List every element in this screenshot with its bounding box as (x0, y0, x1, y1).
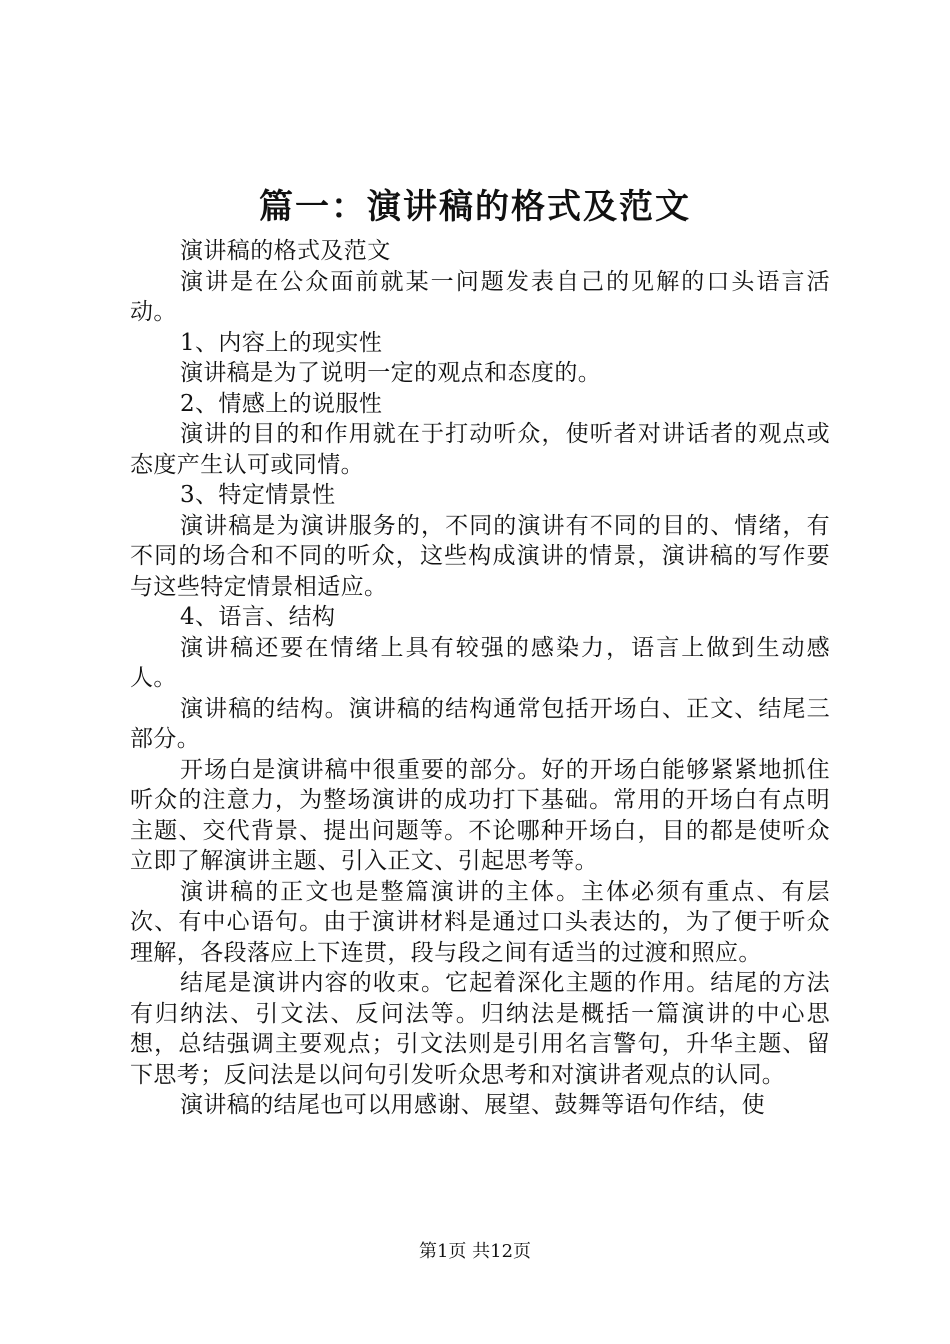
paragraph: 演讲稿的格式及范文 (180, 238, 391, 264)
paragraph: 演讲稿还要在情绪上具有较强的感染力，语言上做到生动感人。 (130, 634, 830, 691)
paragraph: 演讲稿的结构。演讲稿的结构通常包括开场白、正文、结尾三部分。 (130, 695, 830, 752)
paragraph: 演讲稿的正文也是整篇演讲的主体。主体必须有重点、有层次、有中心语句。由于演讲材料是通过口头表达的，为了便于听众理解，各段落应上下连贯，段与段之间有适当的过渡和照应。 (130, 878, 830, 966)
section-heading: 2、情感上的说服性 (180, 390, 383, 417)
paragraph: 演讲稿是为演讲服务的，不同的演讲有不同的目的、情绪，有不同的场合和不同的听众，这些构成演讲的情景，演讲稿的写作要与这些特定情景相适应。 (130, 512, 830, 600)
paragraph: 演讲是在公众面前就某一问题发表自己的见解的口头语言活动。 (130, 268, 830, 325)
page-number-footer: 第1页 共12页 (418, 1241, 532, 1262)
document-title: 篇一：演讲稿的格式及范文 (259, 187, 691, 227)
paragraph: 演讲稿是为了说明一定的观点和态度的。 (180, 360, 602, 386)
paragraph: 演讲的目的和作用就在于打动听众，使听者对讲话者的观点或态度产生认可或同情。 (130, 421, 830, 478)
paragraph: 演讲稿的结尾也可以用感谢、展望、鼓舞等语句作结，使 (180, 1092, 765, 1118)
section-heading: 4、语言、结构 (180, 604, 336, 630)
document-body (130, 236, 830, 1121)
paragraph: 结尾是演讲内容的收束。它起着深化主题的作用。结尾的方法有归纳法、引文法、反问法等。归纳法是概括一篇演讲的中心思想，总结强调主要观点；引文法则是引用名言警句，升华主题、留下思考；反问法是以问句引发听众思考和对演讲者观点的认同。 (130, 970, 830, 1088)
paragraph: 开场白是演讲稿中很重要的部分。好的开场白能够紧紧地抓住听众的注意力，为整场演讲的成功打下基础。常用的开场白有点明主题、交代背景、提出问题等。不论哪种开场白，目的都是使听众立即了解演讲主题、引入正文、引起思考等。 (130, 756, 830, 874)
section-heading: 3、特定情景性 (180, 482, 336, 508)
section-heading: 1、内容上的现实性 (180, 329, 383, 356)
